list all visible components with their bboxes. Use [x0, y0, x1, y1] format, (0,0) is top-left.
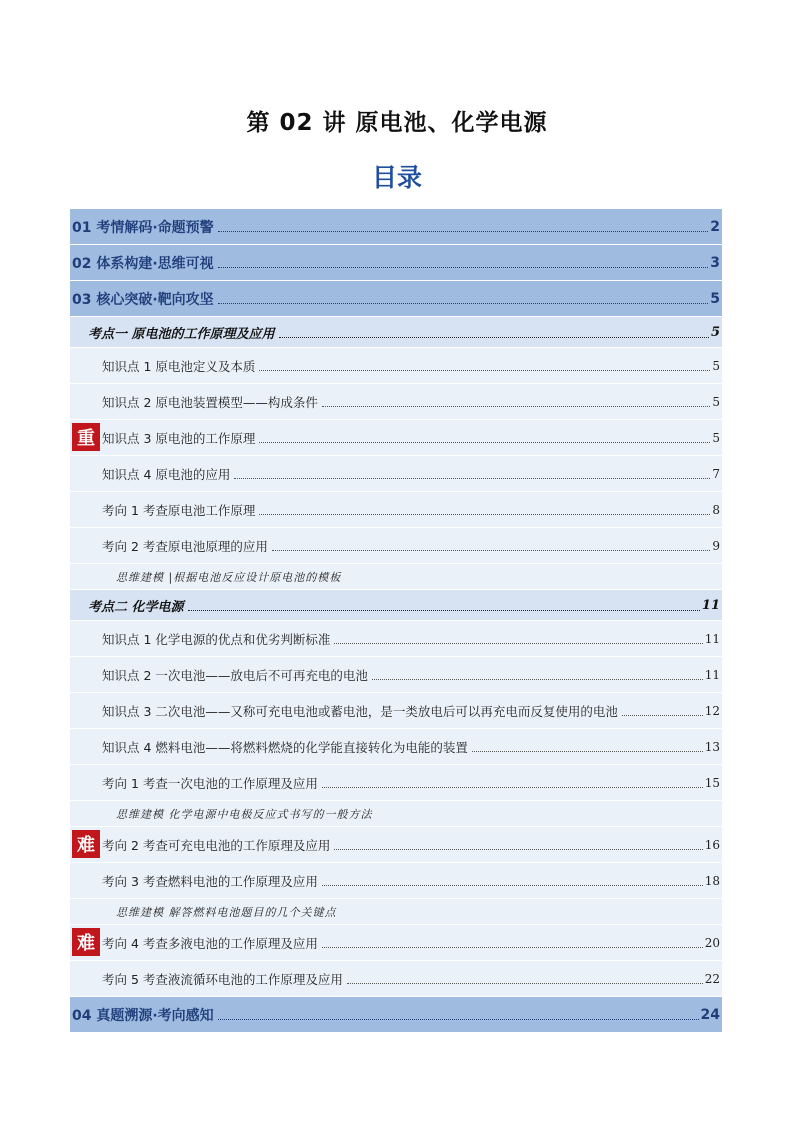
toc-entry-page-number: 11: [701, 597, 720, 613]
toc-entry-label: 知识点 4 燃料电池——将燃料燃烧的化学能直接转化为电能的装置: [102, 739, 468, 755]
toc-entry-label: 知识点 2 原电池装置模型——构成条件: [102, 394, 318, 410]
toc-entry-page-number: 15: [704, 775, 720, 790]
toc-entry-item[interactable]: [70, 384, 722, 420]
toc-entry-label: 考向 2 考查可充电电池的工作原理及应用: [102, 837, 331, 853]
toc-entry-page-number: 7: [712, 466, 720, 481]
toc-entry-page-number: 13: [704, 739, 720, 754]
toc-entry-item[interactable]: [70, 420, 722, 456]
dot-leader: [218, 267, 709, 268]
dot-leader: [347, 983, 703, 984]
toc-entry-note: [70, 801, 722, 827]
toc-entry-label: 考向 1 考查一次电池的工作原理及应用: [102, 775, 318, 791]
difficulty-badge: 重: [72, 423, 100, 451]
toc-entry-item[interactable]: [70, 456, 722, 492]
toc-entry-page-number: 5: [710, 324, 720, 340]
toc-entry-page-number: 20: [704, 935, 720, 950]
dot-leader: [259, 370, 710, 371]
toc-entry-label: 思维建模 解答燃料电池题目的几个关键点: [116, 905, 337, 919]
toc-heading: 目录: [371, 163, 422, 192]
toc-entry-label: 考向 2 考查原电池原理的应用: [102, 538, 268, 554]
toc-entry-label: 知识点 3 原电池的工作原理: [102, 430, 256, 446]
toc-entry-label: 思维建模 |根据电池反应设计原电池的模板: [116, 570, 342, 584]
toc-entry-page-number: 2: [710, 218, 720, 235]
dot-leader: [322, 406, 710, 407]
toc-entry-page-number: 24: [700, 1006, 720, 1023]
toc-entry-item[interactable]: [70, 863, 722, 899]
dot-leader: [218, 1019, 699, 1020]
toc-entry-section[interactable]: [70, 245, 722, 281]
dot-leader: [334, 849, 702, 850]
toc-entry-page-number: 18: [704, 873, 720, 888]
toc-entry-page-number: 11: [704, 631, 720, 646]
dot-leader: [218, 303, 709, 304]
toc-entry-page-number: 5: [712, 430, 720, 445]
toc-entry-item[interactable]: [70, 621, 722, 657]
toc-entry-label: 知识点 2 一次电池——放电后不可再充电的电池: [102, 667, 368, 683]
toc-entry-page-number: 5: [712, 394, 720, 409]
toc-entry-section[interactable]: [70, 209, 722, 245]
toc-entry-page-number: 11: [704, 667, 720, 682]
toc-entry-item[interactable]: [70, 492, 722, 528]
toc-entry-section[interactable]: [70, 997, 722, 1033]
toc-entry-item[interactable]: [70, 925, 722, 961]
dot-leader: [279, 337, 709, 338]
toc-entry-item[interactable]: [70, 827, 722, 863]
dot-leader: [334, 643, 702, 644]
toc-entry-item[interactable]: [70, 657, 722, 693]
toc-entry-label: 考向 3 考查燃料电池的工作原理及应用: [102, 873, 318, 889]
toc-entry-page-number: 22: [704, 971, 720, 986]
toc-entry-item[interactable]: [70, 348, 722, 384]
toc-entry-item[interactable]: [70, 693, 722, 729]
dot-leader: [259, 442, 710, 443]
toc-entry-label: 04 真题溯源·考向感知: [72, 1007, 214, 1024]
dot-leader: [259, 514, 710, 515]
toc-entry-item[interactable]: [70, 729, 722, 765]
dot-leader: [322, 947, 703, 948]
difficulty-badge: 难: [72, 830, 100, 858]
toc-entry-label: 01 考情解码·命题预警: [72, 219, 214, 236]
toc-entry-page-number: 5: [712, 358, 720, 373]
toc-entry-page-number: 16: [704, 837, 720, 852]
toc-entry-label: 03 核心突破·靶向攻坚: [72, 291, 214, 308]
toc-entry-page-number: 5: [710, 290, 720, 307]
toc-entry-page-number: 3: [710, 254, 720, 271]
toc-entry-label: 考点一 原电池的工作原理及应用: [88, 326, 275, 342]
toc-entry-label: 考向 5 考查液流循环电池的工作原理及应用: [102, 971, 343, 987]
dot-leader: [622, 715, 703, 716]
dot-leader: [472, 751, 703, 752]
dot-leader: [218, 231, 709, 232]
dot-leader: [188, 610, 700, 611]
toc-entry-item[interactable]: [70, 961, 722, 997]
toc-entry-label: 知识点 1 原电池定义及本质: [102, 358, 256, 374]
toc-entry-label: 知识点 1 化学电源的优点和优劣判断标准: [102, 631, 331, 647]
toc-entry-page-number: 9: [712, 538, 720, 553]
toc-entry-point[interactable]: [70, 590, 722, 621]
toc-entry-note: [70, 899, 722, 925]
dot-leader: [322, 787, 703, 788]
dot-leader: [234, 478, 710, 479]
toc-entry-page-number: 12: [704, 703, 720, 718]
toc-entry-label: 考点二 化学电源: [88, 599, 184, 615]
toc-entry-point[interactable]: [70, 317, 722, 348]
dot-leader: [372, 679, 703, 680]
toc-entry-page-number: 8: [712, 502, 720, 517]
toc-entry-label: 02 体系构建·思维可视: [72, 255, 214, 272]
table-of-contents: [70, 209, 722, 1033]
toc-entry-item[interactable]: [70, 765, 722, 801]
toc-entry-label: 考向 4 考查多液电池的工作原理及应用: [102, 935, 318, 951]
toc-entry-label: 知识点 4 原电池的应用: [102, 466, 231, 482]
document-title: 第 02 讲 原电池、化学电源: [246, 110, 548, 136]
toc-entry-label: 知识点 3 二次电池——又称可充电电池或蓄电池，是一类放电后可以再充电而反复使用的电池: [102, 703, 618, 719]
toc-entry-label: 考向 1 考查原电池工作原理: [102, 502, 256, 518]
dot-leader: [272, 550, 710, 551]
difficulty-badge: 难: [72, 928, 100, 956]
toc-entry-section[interactable]: [70, 281, 722, 317]
toc-entry-item[interactable]: [70, 528, 722, 564]
toc-entry-label: 思维建模 化学电源中电极反应式书写的一般方法: [116, 807, 373, 821]
toc-entry-note: [70, 564, 722, 590]
dot-leader: [322, 885, 703, 886]
